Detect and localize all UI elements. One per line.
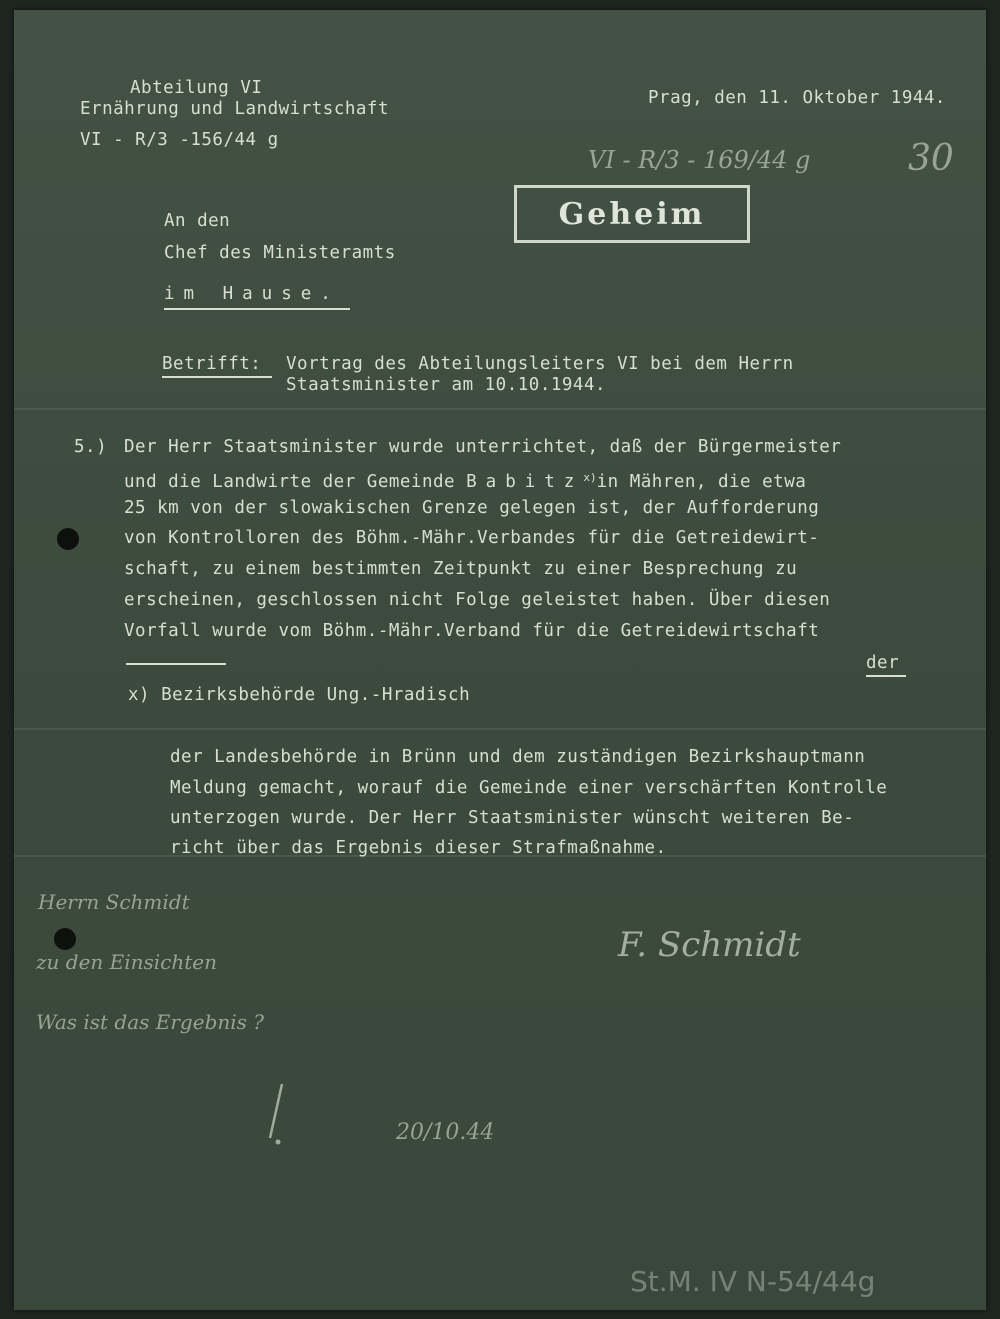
continuation-line-3: unterzogen wurde. Der Herr Staatsminister wünscht weiteren Be- [170,808,855,828]
subject-line-1: Vortrag des Abteilungsleiters VI bei dem Herrn [286,354,794,374]
addressee-line-1: An den [164,211,231,231]
subject-label: Betrifft: [162,354,262,374]
handwritten-number: 30 [908,138,954,179]
handwritten-note-3: Was ist das Ergebnis ? [36,1010,264,1034]
handwritten-reference: VI - R/3 - 169/44 g [588,146,811,174]
subject-line-2: Staatsminister am 10.10.1944. [286,375,607,395]
continuation-line-1: der Landesbehörde in Brünn und dem zuständigen Bezirkshauptmann [170,747,866,767]
footnote-mark: x) [583,471,597,484]
stamp-text: Geheim [558,196,706,232]
body-line-2-start: und die Landwirte der Gemeinde [124,472,456,492]
addressee-underline [164,308,350,310]
signature: F. Schmidt [618,925,801,965]
department-line-1: Abteilung VI [130,78,263,98]
reference-number: VI - R/3 -156/44 g [80,130,279,150]
body-line-7: Vorfall wurde vom Böhm.-Mähr.Verband für die Getreidewirtschaft [124,621,820,641]
subject-underline [162,376,272,378]
continuation-line-4: richt über das Ergebnis dieser Strafmaßnahme. [170,838,667,858]
place-date: Prag, den 11. Oktober 1944. [648,88,946,108]
secret-stamp [514,185,750,243]
punch-hole [54,928,76,950]
handwritten-note-1: Herrn Schmidt [38,890,190,914]
footnote-separator [126,663,226,665]
punch-hole [57,528,79,550]
footer-reference: St.M. IV N-54/44g [630,1265,876,1298]
body-line-2-end: in Mähren, die etwa [596,472,807,492]
handwritten-date: 20/10.44 [396,1120,495,1145]
body-line-5: schaft, zu einem bestimmten Zeitpunkt zu einer Besprechung zu [124,559,798,579]
addressee-line-3: im Hause. [164,284,340,304]
carry-word: der [866,653,900,673]
handwritten-note-2: zu den Einsichten [36,950,218,974]
place-name: Babitz [466,472,584,492]
body-line-2 [124,468,806,492]
fold-line [14,408,986,410]
body-line-4: von Kontrolloren des Böhm.-Mähr.Verbandes für die Getreidewirt- [124,528,820,548]
addressee-line-2: Chef des Ministeramts [164,243,396,263]
department-line-2: Ernährung und Landwirtschaft [80,99,390,119]
carry-word-underline [866,675,906,677]
continuation-line-2: Meldung gemacht, worauf die Gemeinde einer verschärften Kontrolle [170,778,888,798]
body-line-6: erscheinen, geschlossen nicht Folge geleistet haben. Über diesen [124,590,831,610]
body-line-3: 25 km von der slowakischen Grenze gelegen ist, der Aufforderung [124,498,820,518]
initial-mark-icon [264,1080,294,1150]
body-line-1: Der Herr Staatsminister wurde unterrichtet, daß der Bürgermeister [124,437,842,457]
fold-line [14,728,986,730]
item-number: 5.) [74,437,108,457]
document-sheet [14,10,986,1310]
footnote: x) Bezirksbehörde Ung.-Hradisch [128,685,471,705]
